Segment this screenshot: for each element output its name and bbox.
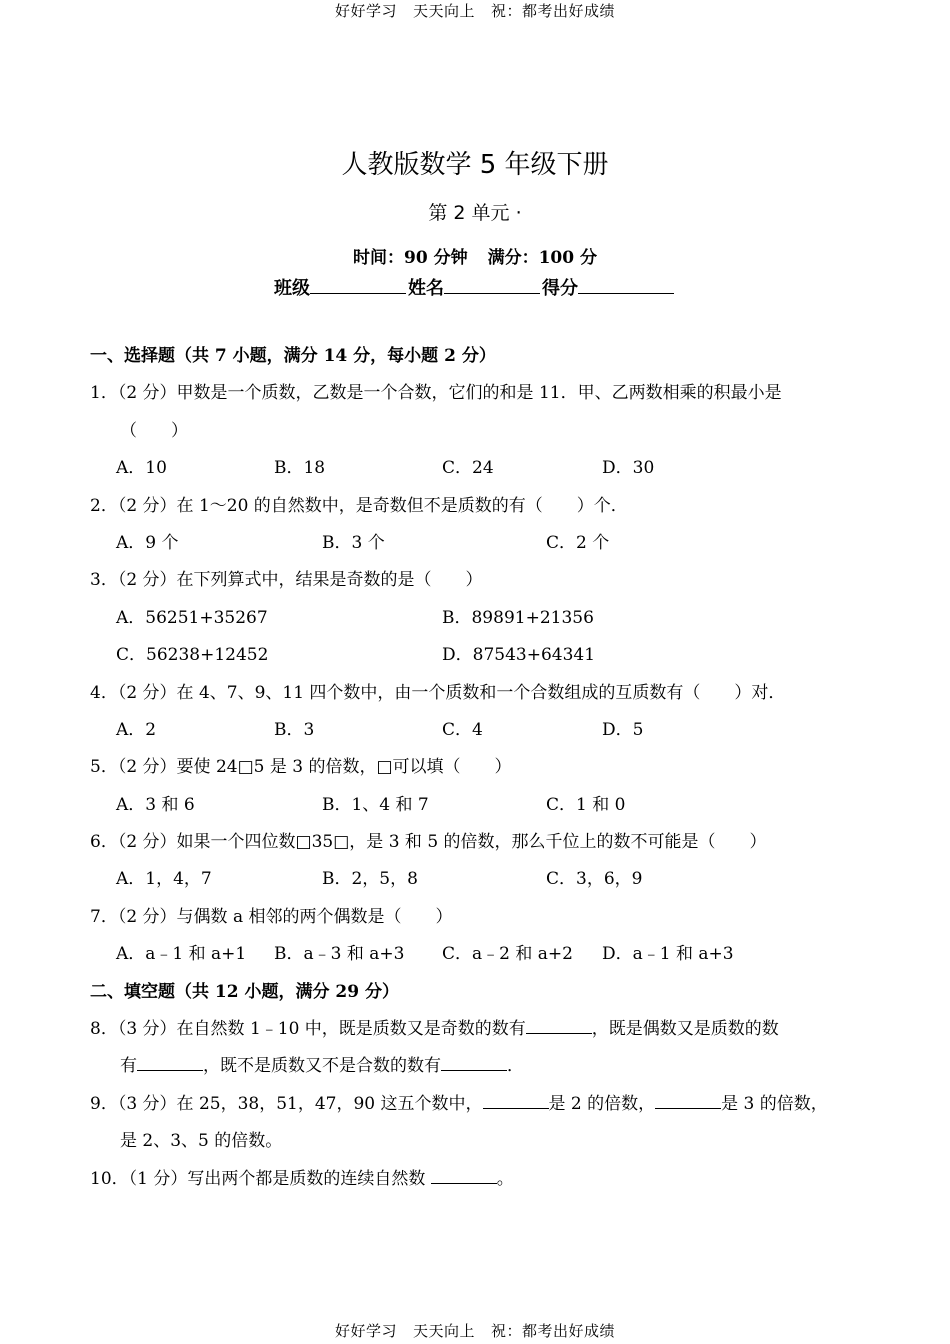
q4-option-c: C．4	[442, 719, 483, 740]
q3-stem: 3．（2 分）在下列算式中，结果是奇数的是（ ）	[90, 570, 483, 591]
student-fields	[0, 274, 950, 300]
exam-time: 时间：90 分钟	[353, 248, 468, 268]
q9-stem-2: 是 2、3、5 的倍数。	[120, 1131, 283, 1152]
q9-text-1: 9．（3 分）在 25，38，51，47，90 这五个数中，	[90, 1093, 483, 1114]
q8-text-3: 有	[120, 1056, 137, 1077]
exam-meta	[0, 243, 950, 268]
q3-option-a: A．56251+35267	[116, 607, 268, 628]
q3-options-2	[90, 637, 880, 674]
q1-option-b: B．18	[274, 458, 326, 479]
q10-blank	[431, 1167, 497, 1184]
footer-text-1: 好好学习	[334, 1322, 397, 1340]
q10-stem	[90, 1161, 880, 1198]
q1-options	[90, 450, 880, 487]
q3-option-b: B．89891+21356	[442, 607, 594, 628]
q2-options	[90, 525, 880, 562]
q6-options	[90, 861, 880, 898]
q6-option-c: C．3，6，9	[546, 869, 643, 890]
q10-text-2: 。	[496, 1168, 514, 1189]
page-header	[0, 0, 950, 21]
q4-option-a: A．2	[116, 719, 157, 740]
q8-blank-1	[526, 1017, 592, 1034]
q8-stem	[90, 1011, 880, 1048]
document-subtitle: 第 2 单元 ·	[428, 202, 522, 224]
score-blank	[578, 275, 674, 294]
q6-option-b: B．2，5，8	[322, 869, 418, 890]
q5-option-a: A．3 和 6	[116, 794, 195, 815]
score-label: 得分	[542, 278, 578, 299]
q8-blank-2	[137, 1054, 203, 1071]
section-heading-1: 一、选择题（共 7 小题，满分 14 分，每小题 2 分）	[90, 346, 496, 366]
name-label: 姓名	[408, 278, 444, 299]
q1-option-c: C．24	[442, 458, 494, 479]
q8-text-5: ．	[507, 1056, 524, 1077]
q6-option-a: A．1，4，7	[116, 869, 212, 890]
q7-stem: 7．（2 分）与偶数 a 相邻的两个偶数是（ ）	[90, 906, 453, 927]
q9-text-3: 是 3 的倍数，	[721, 1093, 828, 1114]
q3-option-c: C．56238+12452	[116, 645, 269, 666]
footer-text-3: 祝：都考出好成绩	[491, 1322, 616, 1340]
q1-stem: 1．（2 分）甲数是一个质数，乙数是一个合数，它们的和是 11．甲、乙两数相乘的积最小是	[90, 383, 782, 404]
exam-full-score: 满分：100 分	[487, 248, 597, 268]
q2-option-a: A．9 个	[116, 532, 179, 553]
q5-options	[90, 787, 880, 824]
q9-stem	[90, 1086, 880, 1123]
q4-options	[90, 712, 880, 749]
q9-blank-2	[655, 1092, 721, 1109]
q4-option-d: D．5	[602, 719, 644, 740]
q6-stem: 6．（2 分）如果一个四位数□35□，是 3 和 5 的倍数，那么千位上的数不可能是（ ）	[90, 832, 767, 853]
q8-text-4: ，既不是质数又不是合数的数有	[203, 1056, 441, 1077]
q9-blank-1	[483, 1092, 549, 1109]
q9-text-2: 是 2 的倍数，	[548, 1093, 656, 1114]
q7-option-d: D．a﹣1 和 a+3	[602, 944, 734, 965]
q4-stem: 4．（2 分）在 4、7、9、11 四个数中，由一个质数和一个合数组成的互质数有（ ）对．	[90, 682, 786, 703]
class-blank	[310, 275, 406, 294]
q10-text-1: 10．（1 分）写出两个都是质数的连续自然数	[90, 1168, 431, 1189]
section-heading-2: 二、填空题（共 12 小题，满分 29 分）	[90, 981, 399, 1002]
header-text-3: 祝：都考出好成绩	[491, 2, 616, 20]
name-blank	[444, 275, 540, 294]
q7-option-b: B．a﹣3 和 a+3	[274, 944, 405, 965]
q3-options-1	[90, 600, 880, 637]
q2-stem: 2．（2 分）在 1～20 的自然数中，是奇数但不是质数的有（ ）个．	[90, 495, 628, 516]
q2-option-c: C．2 个	[546, 532, 610, 553]
q8-text-2: ，既是偶数又是质数的数	[591, 1019, 779, 1040]
q2-option-b: B．3 个	[322, 532, 385, 553]
q5-option-b: B．1、4 和 7	[322, 794, 429, 815]
q1-option-a: A．10	[116, 458, 167, 479]
q1-option-d: D．30	[602, 458, 655, 479]
header-text-2: 天天向上	[412, 2, 475, 20]
q8-stem-2	[90, 1048, 880, 1085]
q4-option-b: B．3	[274, 719, 315, 740]
question-body	[90, 338, 880, 1198]
class-label: 班级	[274, 278, 310, 299]
q7-options	[90, 936, 880, 973]
q7-option-c: C．a﹣2 和 a+2	[442, 944, 573, 965]
q1-stem-2: （ ）	[120, 420, 188, 441]
q5-option-c: C．1 和 0	[546, 794, 626, 815]
q3-option-d: D．87543+64341	[442, 645, 596, 666]
page-footer	[0, 1320, 950, 1341]
q5-stem: 5．（2 分）要使 24□5 是 3 的倍数，□可以填（ ）	[90, 757, 512, 778]
document-title: 人教版数学 5 年级下册	[341, 150, 609, 180]
header-text-1: 好好学习	[334, 2, 397, 20]
q8-blank-3	[441, 1054, 507, 1071]
q7-option-a: A．a﹣1 和 a+1	[116, 944, 247, 965]
q8-text-1: 8．（3 分）在自然数 1﹣10 中，既是质数又是奇数的数有	[90, 1019, 526, 1040]
footer-text-2: 天天向上	[412, 1322, 475, 1340]
